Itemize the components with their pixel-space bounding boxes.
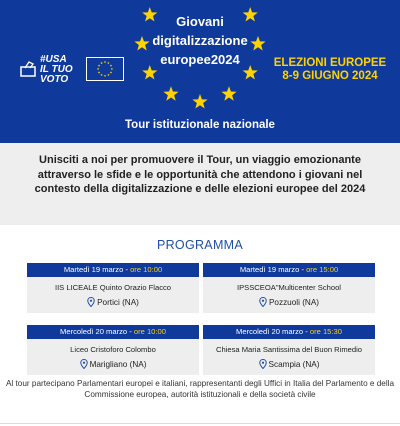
event-place-label: Portici (NA) bbox=[97, 298, 139, 307]
event-time: ore 10:00 bbox=[133, 327, 166, 336]
map-pin-icon bbox=[259, 297, 267, 307]
event-place bbox=[203, 359, 375, 370]
event-place-label: Marigliano (NA) bbox=[89, 360, 147, 369]
logo-line1: #USA bbox=[40, 54, 67, 65]
event-time: ore 15:00 bbox=[306, 265, 339, 274]
event-place bbox=[203, 297, 375, 308]
bottom-divider bbox=[0, 423, 400, 424]
footer-text: Al tour partecipano Parlamentari europei e italiani, rappresentanti degli Uffici in Italia del Parlamento e della Commissione europea, autorità istituzionali e della società civile bbox=[5, 379, 395, 399]
event-sep: - bbox=[299, 265, 307, 274]
event-place-label: Pozzuoli (NA) bbox=[268, 298, 320, 307]
usa-il-tuo-voto-logo bbox=[20, 55, 76, 85]
event-school: Liceo Cristoforo Colombo bbox=[70, 345, 156, 354]
intro-text: Unisciti a noi per promuovere il Tour, un viaggio emozionante attraverso le sfide e le opportunità che attendono i giovani nel contesto della digitalizzazione e delle elezioni europee del 2024 bbox=[0, 143, 400, 225]
event-card-4 bbox=[203, 325, 375, 375]
hero-banner bbox=[0, 0, 400, 143]
hero-title bbox=[120, 12, 280, 69]
event-school: IIS LICEALE Quinto Orazio Flacco bbox=[54, 283, 172, 292]
map-pin-icon bbox=[87, 297, 95, 307]
programma-title: PROGRAMMA bbox=[156, 238, 244, 252]
eu-star-icon bbox=[163, 86, 178, 100]
event-card-1 bbox=[27, 263, 199, 313]
eu-flag-icon bbox=[86, 57, 124, 81]
event-place bbox=[27, 359, 199, 370]
logo-line3: VOTO bbox=[40, 74, 69, 85]
event-sep: - bbox=[303, 327, 310, 336]
event-card-header bbox=[27, 325, 199, 339]
event-sep: - bbox=[123, 265, 131, 274]
event-time: ore 15:30 bbox=[309, 327, 342, 336]
event-card-2 bbox=[203, 263, 375, 313]
event-card-header bbox=[27, 263, 199, 277]
event-school: Chiesa Maria Santissima del Buon Rimedio bbox=[215, 345, 363, 354]
elections-date bbox=[272, 57, 388, 83]
event-date: Mercoledì 20 marzo bbox=[236, 327, 304, 336]
event-date: Mercoledì 20 marzo bbox=[60, 327, 128, 336]
map-pin-icon bbox=[80, 359, 88, 369]
map-pin-icon bbox=[259, 359, 267, 369]
hero-title-line1: Giovani bbox=[176, 14, 224, 29]
event-card-header bbox=[203, 263, 375, 277]
elections-line2: 8-9 GIUGNO 2024 bbox=[282, 70, 378, 82]
event-card-header bbox=[203, 325, 375, 339]
event-time: ore 10:00 bbox=[130, 265, 163, 274]
elections-line1: ELEZIONI EUROPEE bbox=[273, 57, 387, 69]
event-date: Martedì 19 marzo bbox=[63, 265, 124, 274]
eu-star-icon bbox=[192, 94, 207, 108]
hero-title-line2: digitalizzazione bbox=[152, 33, 248, 48]
event-sep: - bbox=[127, 327, 134, 336]
tour-subtitle: Tour istituzionale nazionale bbox=[125, 119, 275, 131]
event-card-3 bbox=[27, 325, 199, 375]
event-date: Martedì 19 marzo bbox=[239, 265, 300, 274]
hero-title-line3: europee2024 bbox=[160, 52, 240, 67]
ballot-box-icon bbox=[20, 61, 36, 77]
eu-star-icon bbox=[221, 86, 236, 100]
event-place bbox=[27, 297, 199, 308]
event-place-label: Scampia (NA) bbox=[268, 360, 320, 369]
logo-line2: IL TUO bbox=[40, 64, 73, 75]
event-school: IPSSCEOA"Multicenter School bbox=[237, 283, 341, 292]
